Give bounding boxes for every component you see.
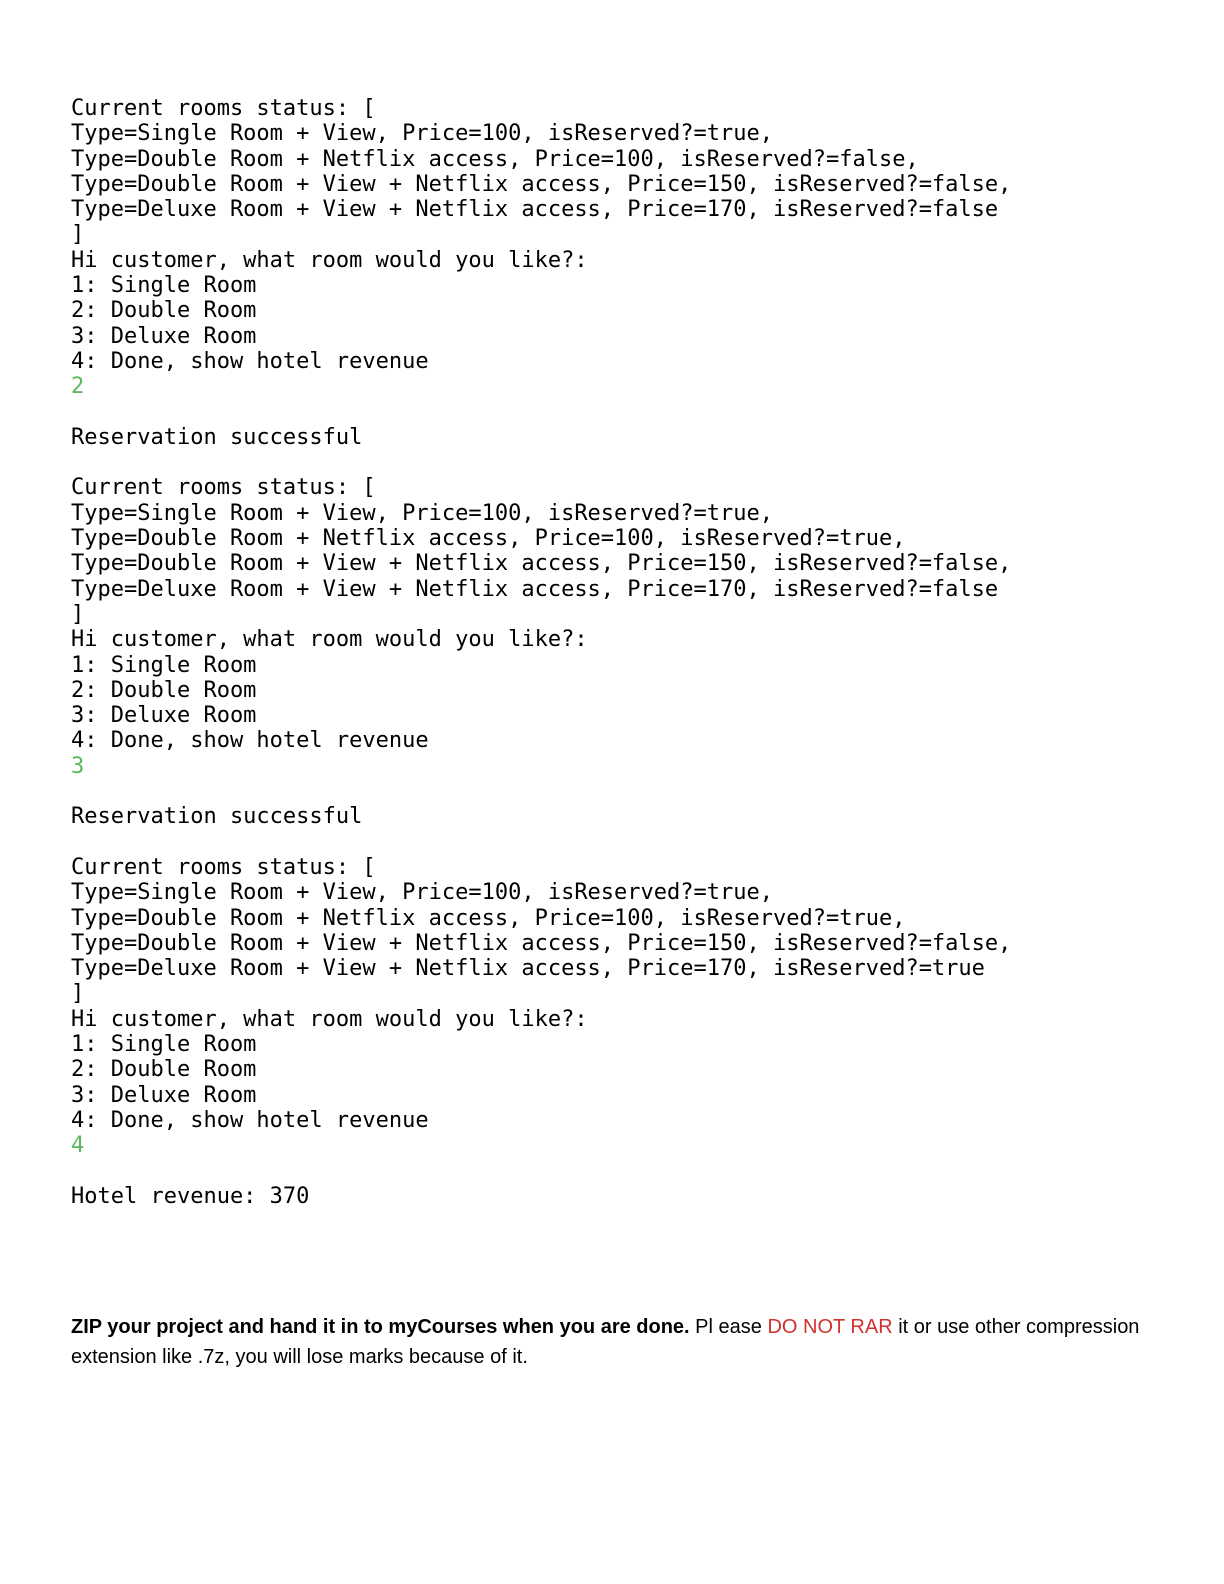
console-output-line: Hi customer, what room would you like?: xyxy=(71,627,588,653)
console-output-line: 3: Deluxe Room xyxy=(71,703,257,729)
console-blank-line xyxy=(71,450,1011,475)
console-output xyxy=(71,96,1011,1209)
instruction-bold-text: ZIP your project and hand it in to myCourses when you are done. xyxy=(71,1316,690,1338)
console-output-line: Type=Single Room + View, Price=100, isReserved?=true, xyxy=(71,121,773,147)
console-blank-line xyxy=(71,1158,1011,1183)
console-output-line: ] xyxy=(71,222,85,248)
console-output-line: Current rooms status: [ xyxy=(71,475,376,501)
console-output-line: Current rooms status: [ xyxy=(71,96,376,121)
console-blank-line xyxy=(71,830,1011,855)
console-output-line: 2: Double Room xyxy=(71,1057,257,1083)
console-output-line: Type=Double Room + View + Netflix access, Price=150, isReserved?=false, xyxy=(71,551,1012,577)
console-output-line: 1: Single Room xyxy=(71,652,257,678)
instruction-text-post: it or use other compression extension like .7z, you will lose marks because of it. xyxy=(71,1316,1140,1368)
console-input-line: 4 xyxy=(71,1133,85,1159)
console-output-line: 1: Single Room xyxy=(71,273,257,299)
console-blank-line xyxy=(71,779,1011,804)
console-output-line: Type=Double Room + Netflix access, Price=100, isReserved?=true, xyxy=(71,905,906,931)
console-output-line: Type=Deluxe Room + View + Netflix access, Price=170, isReserved?=false xyxy=(71,576,999,602)
console-output-line: Reservation successful xyxy=(71,804,363,830)
console-output-line: 2: Double Room xyxy=(71,298,257,324)
console-output-line: 4: Done, show hotel revenue xyxy=(71,1107,429,1133)
console-output-line: Type=Single Room + View, Price=100, isReserved?=true, xyxy=(71,880,773,906)
submission-instructions xyxy=(71,1312,1151,1372)
console-output-line: 3: Deluxe Room xyxy=(71,1082,257,1108)
instruction-warning-text: DO NOT RAR xyxy=(767,1316,893,1338)
console-output-line: Type=Double Room + Netflix access, Price=100, isReserved?=false, xyxy=(71,146,919,172)
console-output-line: Type=Double Room + View + Netflix access, Price=150, isReserved?=false, xyxy=(71,171,1012,197)
console-input-line: 2 xyxy=(71,374,85,400)
console-output-line: Type=Deluxe Room + View + Netflix access, Price=170, isReserved?=true xyxy=(71,956,985,982)
console-output-line: ] xyxy=(71,601,85,627)
console-input-line: 3 xyxy=(71,753,85,779)
console-output-line: Hi customer, what room would you like?: xyxy=(71,247,588,273)
console-blank-line xyxy=(71,400,1011,425)
console-output-line: 4: Done, show hotel revenue xyxy=(71,728,429,754)
console-output-line: 3: Deluxe Room xyxy=(71,323,257,349)
console-output-line: Type=Double Room + Netflix access, Price=100, isReserved?=true, xyxy=(71,526,906,552)
console-output-line: Type=Double Room + View + Netflix access, Price=150, isReserved?=false, xyxy=(71,930,1012,956)
console-output-line: Type=Single Room + View, Price=100, isReserved?=true, xyxy=(71,500,773,526)
console-output-line: 1: Single Room xyxy=(71,1031,257,1057)
console-output-line: ] xyxy=(71,981,85,1007)
console-output-line: 2: Double Room xyxy=(71,677,257,703)
console-output-line: Hi customer, what room would you like?: xyxy=(71,1006,588,1032)
console-output-line: Type=Deluxe Room + View + Netflix access, Price=170, isReserved?=false xyxy=(71,197,999,223)
console-output-line: 4: Done, show hotel revenue xyxy=(71,348,429,374)
instruction-text-pre: Pl ease xyxy=(689,1316,768,1338)
console-output-line: Hotel revenue: 370 xyxy=(71,1183,310,1209)
console-output-line: Current rooms status: [ xyxy=(71,854,376,880)
console-output-line: Reservation successful xyxy=(71,424,363,450)
